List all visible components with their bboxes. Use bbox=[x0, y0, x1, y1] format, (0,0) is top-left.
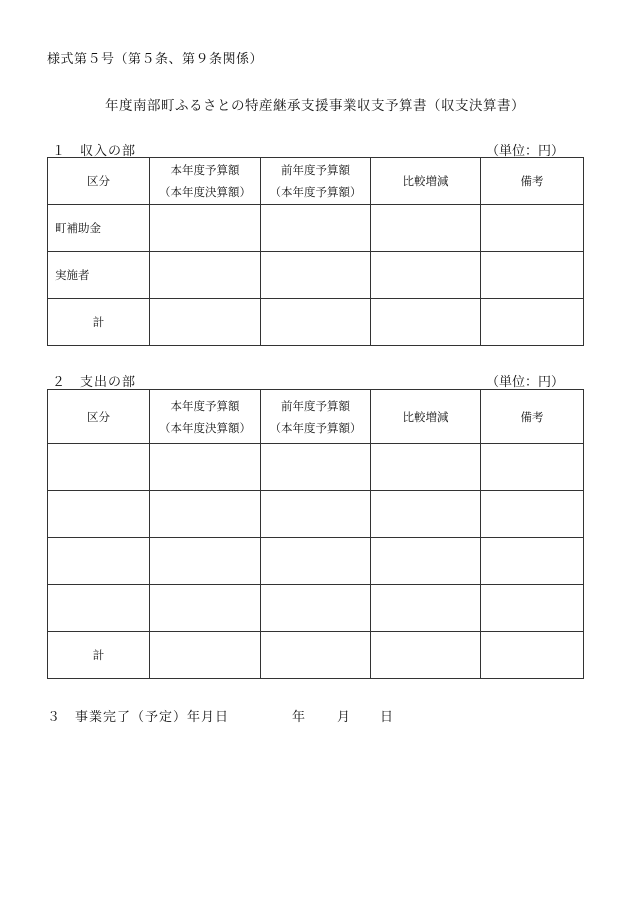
row-label[interactable] bbox=[48, 444, 150, 491]
table-cell[interactable] bbox=[261, 585, 371, 632]
table-cell[interactable] bbox=[150, 491, 261, 538]
col-current-budget bbox=[150, 158, 261, 205]
table-cell[interactable] bbox=[481, 491, 584, 538]
day-label: 日 bbox=[380, 710, 394, 725]
expense-section-heading: ２ 支出の部 bbox=[52, 375, 137, 390]
income-section-heading: １ 収入の部 bbox=[52, 144, 137, 159]
table-cell[interactable] bbox=[150, 538, 261, 585]
table-cell[interactable] bbox=[481, 538, 584, 585]
table-cell[interactable] bbox=[481, 205, 584, 252]
col-remarks: 備考 bbox=[481, 158, 584, 205]
table-cell[interactable] bbox=[261, 538, 371, 585]
table-cell[interactable] bbox=[150, 299, 261, 346]
table-cell[interactable] bbox=[371, 632, 481, 679]
expense-table bbox=[47, 389, 584, 679]
col-current-budget-line1: 本年度予算額 bbox=[170, 398, 240, 413]
total-label: 計 bbox=[48, 299, 150, 346]
table-cell[interactable] bbox=[481, 585, 584, 632]
month-label: 月 bbox=[337, 710, 351, 725]
table-row bbox=[48, 491, 584, 538]
table-cell[interactable] bbox=[261, 252, 371, 299]
table-cell[interactable] bbox=[261, 205, 371, 252]
table-row bbox=[48, 444, 584, 491]
row-label: 町補助金 bbox=[48, 205, 150, 252]
table-cell[interactable] bbox=[150, 205, 261, 252]
table-row bbox=[48, 252, 584, 299]
col-current-budget-line1: 本年度予算額 bbox=[170, 163, 240, 177]
income-table bbox=[47, 157, 584, 346]
form-number: 様式第５号（第５条、第９条関係） bbox=[47, 52, 264, 67]
table-cell[interactable] bbox=[371, 299, 481, 346]
col-category: 区分 bbox=[48, 390, 150, 444]
col-previous-budget bbox=[261, 158, 371, 205]
table-cell[interactable] bbox=[371, 538, 481, 585]
income-unit-label: （単位：円） bbox=[486, 144, 565, 159]
table-cell[interactable] bbox=[150, 252, 261, 299]
col-previous-budget-line1: 前年度予算額 bbox=[281, 398, 350, 413]
col-previous-budget-line2: （本年度予算額） bbox=[269, 185, 362, 199]
table-cell[interactable] bbox=[150, 585, 261, 632]
table-row bbox=[48, 585, 584, 632]
col-previous-budget-line2: （本年度予算額） bbox=[269, 420, 362, 435]
table-cell[interactable] bbox=[150, 632, 261, 679]
table-cell[interactable] bbox=[481, 299, 584, 346]
expense-header-row bbox=[48, 390, 584, 444]
col-current-budget-line2: （本年度決算額） bbox=[159, 420, 251, 435]
row-label[interactable] bbox=[48, 538, 150, 585]
total-row bbox=[48, 299, 584, 346]
document-title: 年度南部町ふるさとの特産継承支援事業収支予算書（収支決算書） bbox=[105, 98, 525, 114]
table-cell[interactable] bbox=[261, 299, 371, 346]
table-cell[interactable] bbox=[371, 491, 481, 538]
table-cell[interactable] bbox=[371, 585, 481, 632]
col-difference: 比較増減 bbox=[371, 390, 481, 444]
table-cell[interactable] bbox=[481, 632, 584, 679]
table-row bbox=[48, 205, 584, 252]
table-cell[interactable] bbox=[261, 491, 371, 538]
col-remarks: 備考 bbox=[481, 390, 584, 444]
row-label[interactable] bbox=[48, 491, 150, 538]
table-cell[interactable] bbox=[481, 252, 584, 299]
total-row bbox=[48, 632, 584, 679]
table-cell[interactable] bbox=[371, 205, 481, 252]
completion-date-label: ３ 事業完了（予定）年月日 bbox=[47, 710, 230, 725]
col-previous-budget bbox=[261, 390, 371, 444]
table-cell[interactable] bbox=[150, 444, 261, 491]
table-cell[interactable] bbox=[261, 632, 371, 679]
table-cell[interactable] bbox=[371, 252, 481, 299]
year-label: 年 bbox=[292, 710, 306, 725]
col-difference: 比較増減 bbox=[371, 158, 481, 205]
row-label: 実施者 bbox=[48, 252, 150, 299]
table-cell[interactable] bbox=[371, 444, 481, 491]
col-current-budget bbox=[150, 390, 261, 444]
table-cell[interactable] bbox=[481, 444, 584, 491]
total-label: 計 bbox=[48, 632, 150, 679]
row-label[interactable] bbox=[48, 585, 150, 632]
col-category: 区分 bbox=[48, 158, 150, 205]
table-cell[interactable] bbox=[261, 444, 371, 491]
income-header-row bbox=[48, 158, 584, 205]
col-previous-budget-line1: 前年度予算額 bbox=[281, 163, 350, 177]
col-current-budget-line2: （本年度決算額） bbox=[159, 185, 251, 199]
table-row bbox=[48, 538, 584, 585]
expense-unit-label: （単位：円） bbox=[486, 375, 565, 390]
